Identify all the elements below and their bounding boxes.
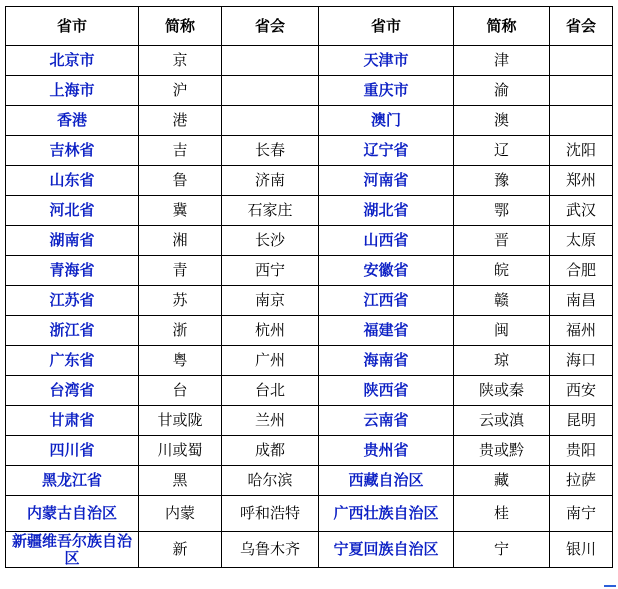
- province-capital: 杭州: [222, 316, 319, 346]
- province-capital: 济南: [222, 166, 319, 196]
- province-abbr: 吉: [139, 136, 222, 166]
- province-capital: 福州: [550, 316, 613, 346]
- province-abbr: 澳: [454, 106, 550, 136]
- table-row: [6, 136, 613, 166]
- province-name: 北京市: [6, 46, 139, 76]
- province-capital: 石家庄: [222, 196, 319, 226]
- province-abbr: 内蒙: [139, 496, 222, 532]
- province-abbr: 晋: [454, 226, 550, 256]
- table-row: [6, 196, 613, 226]
- province-abbr: 陕或秦: [454, 376, 550, 406]
- province-abbr: 黑: [139, 466, 222, 496]
- province-abbr: 川或蜀: [139, 436, 222, 466]
- header-abbr: 简称: [139, 7, 222, 46]
- province-name: 台湾省: [6, 376, 139, 406]
- province-name: 西藏自治区: [319, 466, 454, 496]
- province-name: 福建省: [319, 316, 454, 346]
- province-capital: 西宁: [222, 256, 319, 286]
- province-name: 新疆维吾尔族自治区: [6, 532, 139, 568]
- province-abbr: 鲁: [139, 166, 222, 196]
- province-capital: 贵阳: [550, 436, 613, 466]
- province-capital: 南京: [222, 286, 319, 316]
- province-capital: 呼和浩特: [222, 496, 319, 532]
- header-abbr-2: 简称: [454, 7, 550, 46]
- province-abbr: 京: [139, 46, 222, 76]
- province-capital: 长沙: [222, 226, 319, 256]
- table-row: [6, 532, 613, 568]
- province-abbr: 宁: [454, 532, 550, 568]
- province-capital: 郑州: [550, 166, 613, 196]
- province-abbr: 台: [139, 376, 222, 406]
- table-row: [6, 256, 613, 286]
- table-row: [6, 436, 613, 466]
- table-row: [6, 286, 613, 316]
- province-capital: [550, 106, 613, 136]
- table-row: [6, 46, 613, 76]
- province-capital: 拉萨: [550, 466, 613, 496]
- province-capital: 哈尔滨: [222, 466, 319, 496]
- province-abbr: 赣: [454, 286, 550, 316]
- province-abbr: 贵或黔: [454, 436, 550, 466]
- province-name: 湖南省: [6, 226, 139, 256]
- province-abbr: 甘或陇: [139, 406, 222, 436]
- table-row: [6, 496, 613, 532]
- province-name: 澳门: [319, 106, 454, 136]
- table-row: [6, 76, 613, 106]
- province-abbr: 浙: [139, 316, 222, 346]
- province-capital: [222, 106, 319, 136]
- province-abbr: 桂: [454, 496, 550, 532]
- header-capital-2: 省会: [550, 7, 613, 46]
- province-abbr: 冀: [139, 196, 222, 226]
- province-capital: 兰州: [222, 406, 319, 436]
- province-name: 香港: [6, 106, 139, 136]
- province-capital: 太原: [550, 226, 613, 256]
- province-name: 上海市: [6, 76, 139, 106]
- province-name: 青海省: [6, 256, 139, 286]
- province-table: [5, 6, 613, 568]
- province-name: 江西省: [319, 286, 454, 316]
- province-name: 辽宁省: [319, 136, 454, 166]
- table-row: [6, 346, 613, 376]
- province-abbr: 青: [139, 256, 222, 286]
- province-abbr: 渝: [454, 76, 550, 106]
- province-abbr: 藏: [454, 466, 550, 496]
- province-abbr: 鄂: [454, 196, 550, 226]
- table-row: [6, 316, 613, 346]
- province-abbr: 苏: [139, 286, 222, 316]
- province-name: 陕西省: [319, 376, 454, 406]
- province-name: 黑龙江省: [6, 466, 139, 496]
- province-name: 海南省: [319, 346, 454, 376]
- province-capital: 沈阳: [550, 136, 613, 166]
- table-row: [6, 166, 613, 196]
- province-abbr: 湘: [139, 226, 222, 256]
- table-row: [6, 376, 613, 406]
- province-capital: 武汉: [550, 196, 613, 226]
- province-abbr: 港: [139, 106, 222, 136]
- table-row: [6, 106, 613, 136]
- province-capital: [550, 76, 613, 106]
- province-capital: 广州: [222, 346, 319, 376]
- province-abbr: 云或滇: [454, 406, 550, 436]
- province-name: 山西省: [319, 226, 454, 256]
- province-name: 天津市: [319, 46, 454, 76]
- province-name: 山东省: [6, 166, 139, 196]
- province-capital: [222, 46, 319, 76]
- province-name: 河南省: [319, 166, 454, 196]
- province-capital: 成都: [222, 436, 319, 466]
- province-name: 四川省: [6, 436, 139, 466]
- province-name: 甘肃省: [6, 406, 139, 436]
- province-abbr: 皖: [454, 256, 550, 286]
- province-abbr: 沪: [139, 76, 222, 106]
- province-abbr: 琼: [454, 346, 550, 376]
- province-name: 内蒙古自治区: [6, 496, 139, 532]
- province-name: 广东省: [6, 346, 139, 376]
- province-capital: 银川: [550, 532, 613, 568]
- header-province: 省市: [6, 7, 139, 46]
- province-abbr: 粤: [139, 346, 222, 376]
- province-abbr: 新: [139, 532, 222, 568]
- corner-mark: [604, 585, 616, 587]
- province-name: 贵州省: [319, 436, 454, 466]
- province-capital: [222, 76, 319, 106]
- header-province-2: 省市: [319, 7, 454, 46]
- province-abbr: 闽: [454, 316, 550, 346]
- province-name: 湖北省: [319, 196, 454, 226]
- province-capital: 台北: [222, 376, 319, 406]
- province-name: 吉林省: [6, 136, 139, 166]
- province-name: 广西壮族自治区: [319, 496, 454, 532]
- province-abbr: 津: [454, 46, 550, 76]
- province-name: 安徽省: [319, 256, 454, 286]
- province-capital: 昆明: [550, 406, 613, 436]
- province-abbr: 豫: [454, 166, 550, 196]
- header-capital: 省会: [222, 7, 319, 46]
- table-row: [6, 406, 613, 436]
- province-name: 江苏省: [6, 286, 139, 316]
- table-row: [6, 226, 613, 256]
- province-name: 河北省: [6, 196, 139, 226]
- province-capital: [550, 46, 613, 76]
- header-row: [6, 7, 613, 46]
- province-name: 重庆市: [319, 76, 454, 106]
- province-capital: 乌鲁木齐: [222, 532, 319, 568]
- table-row: [6, 466, 613, 496]
- province-name: 云南省: [319, 406, 454, 436]
- province-name: 宁夏回族自治区: [319, 532, 454, 568]
- province-capital: 南宁: [550, 496, 613, 532]
- province-abbr: 辽: [454, 136, 550, 166]
- province-name: 浙江省: [6, 316, 139, 346]
- province-capital: 海口: [550, 346, 613, 376]
- province-capital: 西安: [550, 376, 613, 406]
- province-capital: 长春: [222, 136, 319, 166]
- province-capital: 合肥: [550, 256, 613, 286]
- province-capital: 南昌: [550, 286, 613, 316]
